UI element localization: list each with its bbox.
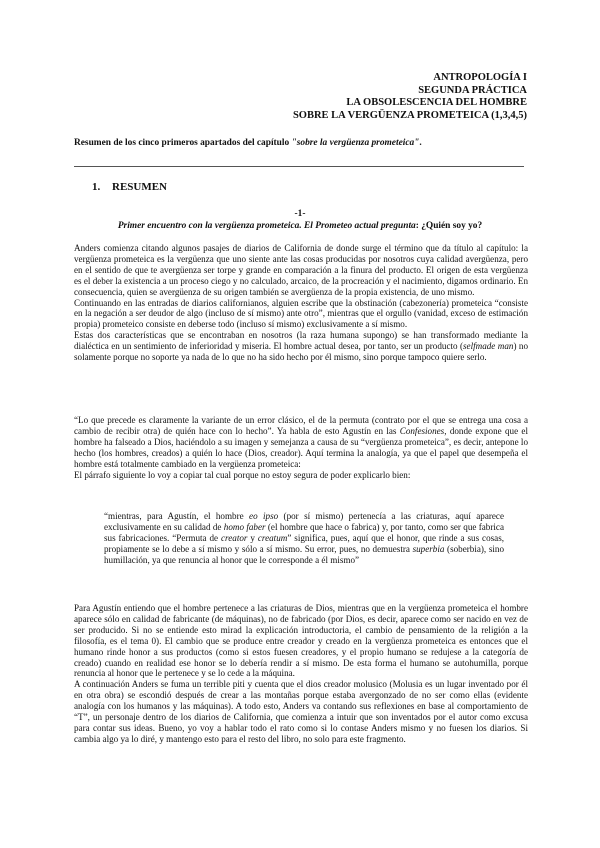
- quote-c: (el hombre que hace o fabrica) y, por tanto, como ser que fabrica sus fabricaciones. “Permuta de: [104, 521, 504, 543]
- paragraph-4-a: “Lo que precede es claramente la variante de un error clásico, el de la permuta (contrato por el que se entrega una cosa a cambio de recibir otra) de quién hace con lo hecho”. Ya habla de esto Agustín en las: [74, 415, 528, 436]
- quote-a: “mientras, para Agustín, el hombre: [104, 511, 250, 521]
- subsection-title-italic: Primer encuentro con la vergüenza prometeica. El Prometeo actual pregunta: [117, 221, 416, 231]
- header-course: ANTROPOLOGÍA I: [433, 72, 527, 83]
- quote-e: ” significa, pues, aquí que el honor, que rinde a sus cosas, propiamente se lo debe a sí mismo y sólo a sí mismo. Su error, pues, no demuestra: [104, 532, 505, 554]
- paragraph-4-italic: Confesiones: [399, 425, 445, 436]
- quote-italic-5: superbia: [412, 543, 445, 554]
- quote-italic-3: creator: [221, 532, 248, 543]
- subsection-title: [0, 221, 600, 231]
- paragraph-2: Continuando en las entradas de diarios californianos, alguien escribe que la obstinación (cabezonería) prometeica “consiste en la negación a ser deudor de algo (incluso de sí mismo) ante otro”, mientras que el orgullo (vanidad, exceso de estimación propia) prometeico consiste en deberse todo (incluso sí mismo) exclusivamente a sí mismo.: [74, 297, 528, 330]
- body-block-2: [74, 415, 528, 480]
- block-quote: [104, 511, 504, 566]
- header-assignment: SEGUNDA PRÁCTICA: [418, 84, 527, 96]
- paragraph-4-b: , donde expone que el hombre ha falseado a Dios, haciéndolo a su imagen y semejanza a causa de su “vergüenza prometeica”, es decir, antepone lo hecho (los hombres, creados) a quién lo hace (Dios, creador). Aquí termina la analogía, ya que el papel que desempeña el hombre está totalmente cambiado en la vergüenza prometeica:: [74, 425, 528, 469]
- paragraph-3-italic: selfmade man: [463, 341, 514, 352]
- summary-tail: .: [419, 138, 422, 148]
- header-title: LA OBSOLESCENCIA DEL HOMBRE: [346, 97, 527, 108]
- section-number: 1.: [92, 181, 101, 193]
- paragraph-1: Anders comienza citando algunos pasajes de diarios de California de donde surge el término que da título al capítulo: la vergüenza prometeica es la vergüenza que uno siente ante las cosas producidas por nosotros cuya calidad avergüenza, pero en el sentido de que te avergüenza ser torpe y grande en comparación a la finura del producto. El origen de esta vergüenza es el deber la existencia a un proceso ciego y no calculado, arcaico, de la procreación y el nacimiento, digamos ordinario. En consecuencia, quien se avergüenza de su origen también se avergüenza de la propia existencia, de uno mismo.: [74, 243, 528, 297]
- quote-italic-2: homo faber: [223, 521, 266, 532]
- paragraph-3: [74, 330, 528, 363]
- quote-paragraph: [104, 511, 504, 566]
- body-block-1: [74, 243, 528, 363]
- quote-italic-1: eo ipso: [249, 511, 279, 521]
- summary-statement: [74, 138, 534, 148]
- body-block-3: [74, 603, 528, 745]
- horizontal-divider: [74, 166, 524, 167]
- section-heading: [92, 181, 167, 193]
- subsection-number: -1-: [294, 209, 306, 219]
- paragraph-3-b: ) no solamente porque no soporte ya nada de lo que no ha sido hecho por él mismo, sino porque tampoco quiere serlo.: [74, 341, 528, 363]
- quote-d: y: [247, 532, 258, 543]
- quote-b: (por sí mismo) pertenecía a las criaturas, aquí aparece exclusivamente en su calidad de: [104, 511, 504, 532]
- summary-lead: Resumen de los cinco primeros apartados del capítulo: [74, 138, 292, 148]
- header-subtitle: SOBRE LA VERGÜENZA PROMETEICA (1,3,4,5): [292, 109, 527, 121]
- summary-quoted: "sobre la vergüenza prometeica": [291, 138, 420, 148]
- quote-f: (soberbia), sino humillación, ya que renuncia al honor que le corresponde a él mismo”: [104, 543, 504, 565]
- paragraph-6: A continuación Anders se fuma un terrible piti y cuenta que el dios creador molusico (Molusia es un lugar inventado por él en otra obra) se escondió después de crear a las montañas porque estaba avergonzado de no ser como ellas (evidente analogía con los humanos y las máquinas). A todo esto, Anders va contando sus reflexiones en base al comportamiento de “T”, un personaje dentro de los diarios de California, que comienza a intuir que son inventados por el autor como excusa para contar sus ideas. Bueno, yo voy a hablar todo el rato como si lo contase Anders mismo y no fuesen los diarios. Si cambia algo ya lo diré, y mantengo esto para el resto del libro, no solo para este fragmento.: [74, 679, 528, 744]
- subsection-title-rest: : ¿Quién soy yo?: [415, 221, 483, 231]
- paragraph-3-a: Estas dos características que se encontraban en nosotros (la raza humana supongo) se han transformado mediante la dialéctica en un sentimiento de inferioridad y miseria. El hombre actual desea, por tanto, ser un producto (: [74, 330, 528, 352]
- document-header: [293, 72, 527, 122]
- paragraph-5: Para Agustín entiendo que el hombre pertenece a las criaturas de Dios, mientras que en la vergüenza prometeica el hombre aparece sólo en calidad de fabricante (de máquinas), no de fabricado (por Dios, es decir, aparece como ser nacido en vez de ser producido. Si no se entiende esto mirad la explicación introductoria, el cambio de pensamiento de la religión a la filosofía, es el tema 0). El cambio que se produce entre creador y creado en la vergüenza prometeica es entonces que el humano rinde honor a sus productos (como si estos fuesen creadores, y el propio humano se redujese a la categoría de creado) cuando en realidad ese honor se lo debería rendir a sí mismo. De esta forma el humano se autohumilla, porque renuncia al honor que le pertenece y se lo cede a la máquina.: [74, 603, 528, 679]
- paragraph-4-intro: El párrafo siguiente lo voy a copiar tal cual porque no estoy segura de poder explicarlo bien:: [74, 469, 411, 480]
- paragraph-4: [74, 415, 528, 470]
- section-title: RESUMEN: [112, 181, 168, 193]
- quote-italic-4: creatum: [257, 532, 288, 543]
